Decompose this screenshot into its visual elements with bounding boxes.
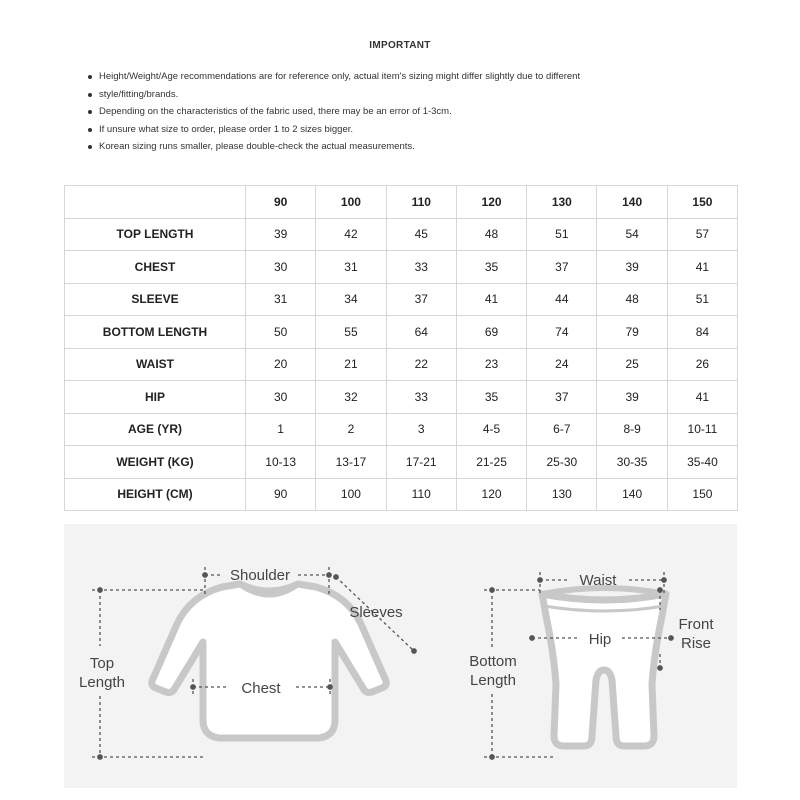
top-length-label-line2: Length (79, 674, 125, 691)
size-row (65, 381, 738, 414)
size-header: 110 (386, 186, 456, 219)
row-label: WAIST (65, 348, 246, 381)
row-label: TOP LENGTH (65, 218, 246, 251)
size-row (65, 413, 738, 446)
size-cell: 33 (386, 381, 456, 414)
size-cell: 51 (527, 218, 597, 251)
size-row (65, 218, 738, 251)
size-cell: 34 (316, 283, 386, 316)
size-cell: 120 (456, 478, 526, 511)
size-cell: 50 (246, 316, 316, 349)
size-cell: 74 (527, 316, 597, 349)
notice-list (88, 68, 728, 156)
size-header: 130 (527, 186, 597, 219)
row-label: AGE (YR) (65, 413, 246, 446)
size-cell: 39 (597, 381, 667, 414)
size-cell: 41 (667, 381, 737, 414)
size-cell: 22 (386, 348, 456, 381)
notice-item: If unsure what size to order, please order 1 to 2 sizes bigger. (88, 121, 728, 139)
size-cell: 48 (456, 218, 526, 251)
size-cell: 84 (667, 316, 737, 349)
measurement-diagram (64, 524, 737, 788)
size-header: 150 (667, 186, 737, 219)
size-row (65, 446, 738, 479)
size-header-row (65, 186, 738, 219)
bottom-length-label-line1: Bottom (469, 653, 517, 670)
size-header: 100 (316, 186, 386, 219)
size-cell: 21-25 (456, 446, 526, 479)
size-row (65, 251, 738, 284)
size-cell: 140 (597, 478, 667, 511)
row-label: HEIGHT (CM) (65, 478, 246, 511)
size-cell: 79 (597, 316, 667, 349)
size-cell: 69 (456, 316, 526, 349)
size-cell: 32 (316, 381, 386, 414)
size-cell: 23 (456, 348, 526, 381)
size-row (65, 478, 738, 511)
notice-item: Korean sizing runs smaller, please double-check the actual measurements. (88, 138, 728, 156)
row-label: CHEST (65, 251, 246, 284)
size-row (65, 283, 738, 316)
size-cell: 41 (667, 251, 737, 284)
front-rise-label-line1: Front (678, 616, 714, 633)
size-header: 90 (246, 186, 316, 219)
size-cell: 130 (527, 478, 597, 511)
bottom-garment-illustration (542, 588, 666, 746)
size-cell: 10-11 (667, 413, 737, 446)
size-cell: 6-7 (527, 413, 597, 446)
size-cell: 30 (246, 381, 316, 414)
size-cell: 24 (527, 348, 597, 381)
row-label: HIP (65, 381, 246, 414)
size-cell: 26 (667, 348, 737, 381)
size-header: 120 (456, 186, 526, 219)
size-cell: 45 (386, 218, 456, 251)
size-cell: 10-13 (246, 446, 316, 479)
waist-label: Waist (579, 572, 617, 589)
row-label: SLEEVE (65, 283, 246, 316)
size-cell: 57 (667, 218, 737, 251)
front-rise-label-line2: Rise (680, 635, 712, 652)
size-cell: 55 (316, 316, 386, 349)
size-cell: 44 (527, 283, 597, 316)
size-cell: 31 (316, 251, 386, 284)
size-cell: 48 (597, 283, 667, 316)
notice-title: IMPORTANT (369, 40, 431, 51)
size-cell: 39 (597, 251, 667, 284)
size-cell: 17-21 (386, 446, 456, 479)
size-cell: 25-30 (527, 446, 597, 479)
size-cell: 33 (386, 251, 456, 284)
size-cell: 37 (527, 381, 597, 414)
size-cell: 35-40 (667, 446, 737, 479)
corner-cell (65, 186, 246, 219)
size-cell: 20 (246, 348, 316, 381)
size-chart-table (64, 185, 738, 511)
notice-item: Height/Weight/Age recommendations are for reference only, actual item's sizing might differ slightly due to different (88, 68, 728, 86)
size-cell: 21 (316, 348, 386, 381)
row-label: WEIGHT (KG) (65, 446, 246, 479)
row-label: BOTTOM LENGTH (65, 316, 246, 349)
size-cell: 110 (386, 478, 456, 511)
bottom-length-label-line2: Length (470, 672, 516, 689)
size-cell: 30 (246, 251, 316, 284)
notice-item-continuation: style/fitting/brands. (88, 86, 728, 104)
size-cell: 51 (667, 283, 737, 316)
hip-label: Hip (588, 631, 612, 648)
size-cell: 1 (246, 413, 316, 446)
top-length-label-line1: Top (89, 655, 115, 672)
size-row (65, 348, 738, 381)
size-cell: 90 (246, 478, 316, 511)
size-cell: 37 (386, 283, 456, 316)
size-cell: 3 (386, 413, 456, 446)
size-cell: 39 (246, 218, 316, 251)
size-cell: 150 (667, 478, 737, 511)
size-cell: 25 (597, 348, 667, 381)
size-cell: 35 (456, 381, 526, 414)
size-cell: 35 (456, 251, 526, 284)
chest-label: Chest (241, 680, 281, 697)
size-cell: 42 (316, 218, 386, 251)
sleeves-label: Sleeves (349, 604, 403, 621)
size-cell: 64 (386, 316, 456, 349)
size-cell: 2 (316, 413, 386, 446)
size-cell: 8-9 (597, 413, 667, 446)
size-row (65, 316, 738, 349)
size-cell: 30-35 (597, 446, 667, 479)
size-cell: 31 (246, 283, 316, 316)
size-cell: 4-5 (456, 413, 526, 446)
size-cell: 100 (316, 478, 386, 511)
size-header: 140 (597, 186, 667, 219)
size-cell: 13-17 (316, 446, 386, 479)
shoulder-label: Shoulder (229, 567, 291, 584)
size-cell: 37 (527, 251, 597, 284)
size-cell: 41 (456, 283, 526, 316)
notice-item: Depending on the characteristics of the fabric used, there may be an error of 1-3cm. (88, 103, 728, 121)
size-cell: 54 (597, 218, 667, 251)
measurement-diagram-panel (64, 524, 737, 788)
